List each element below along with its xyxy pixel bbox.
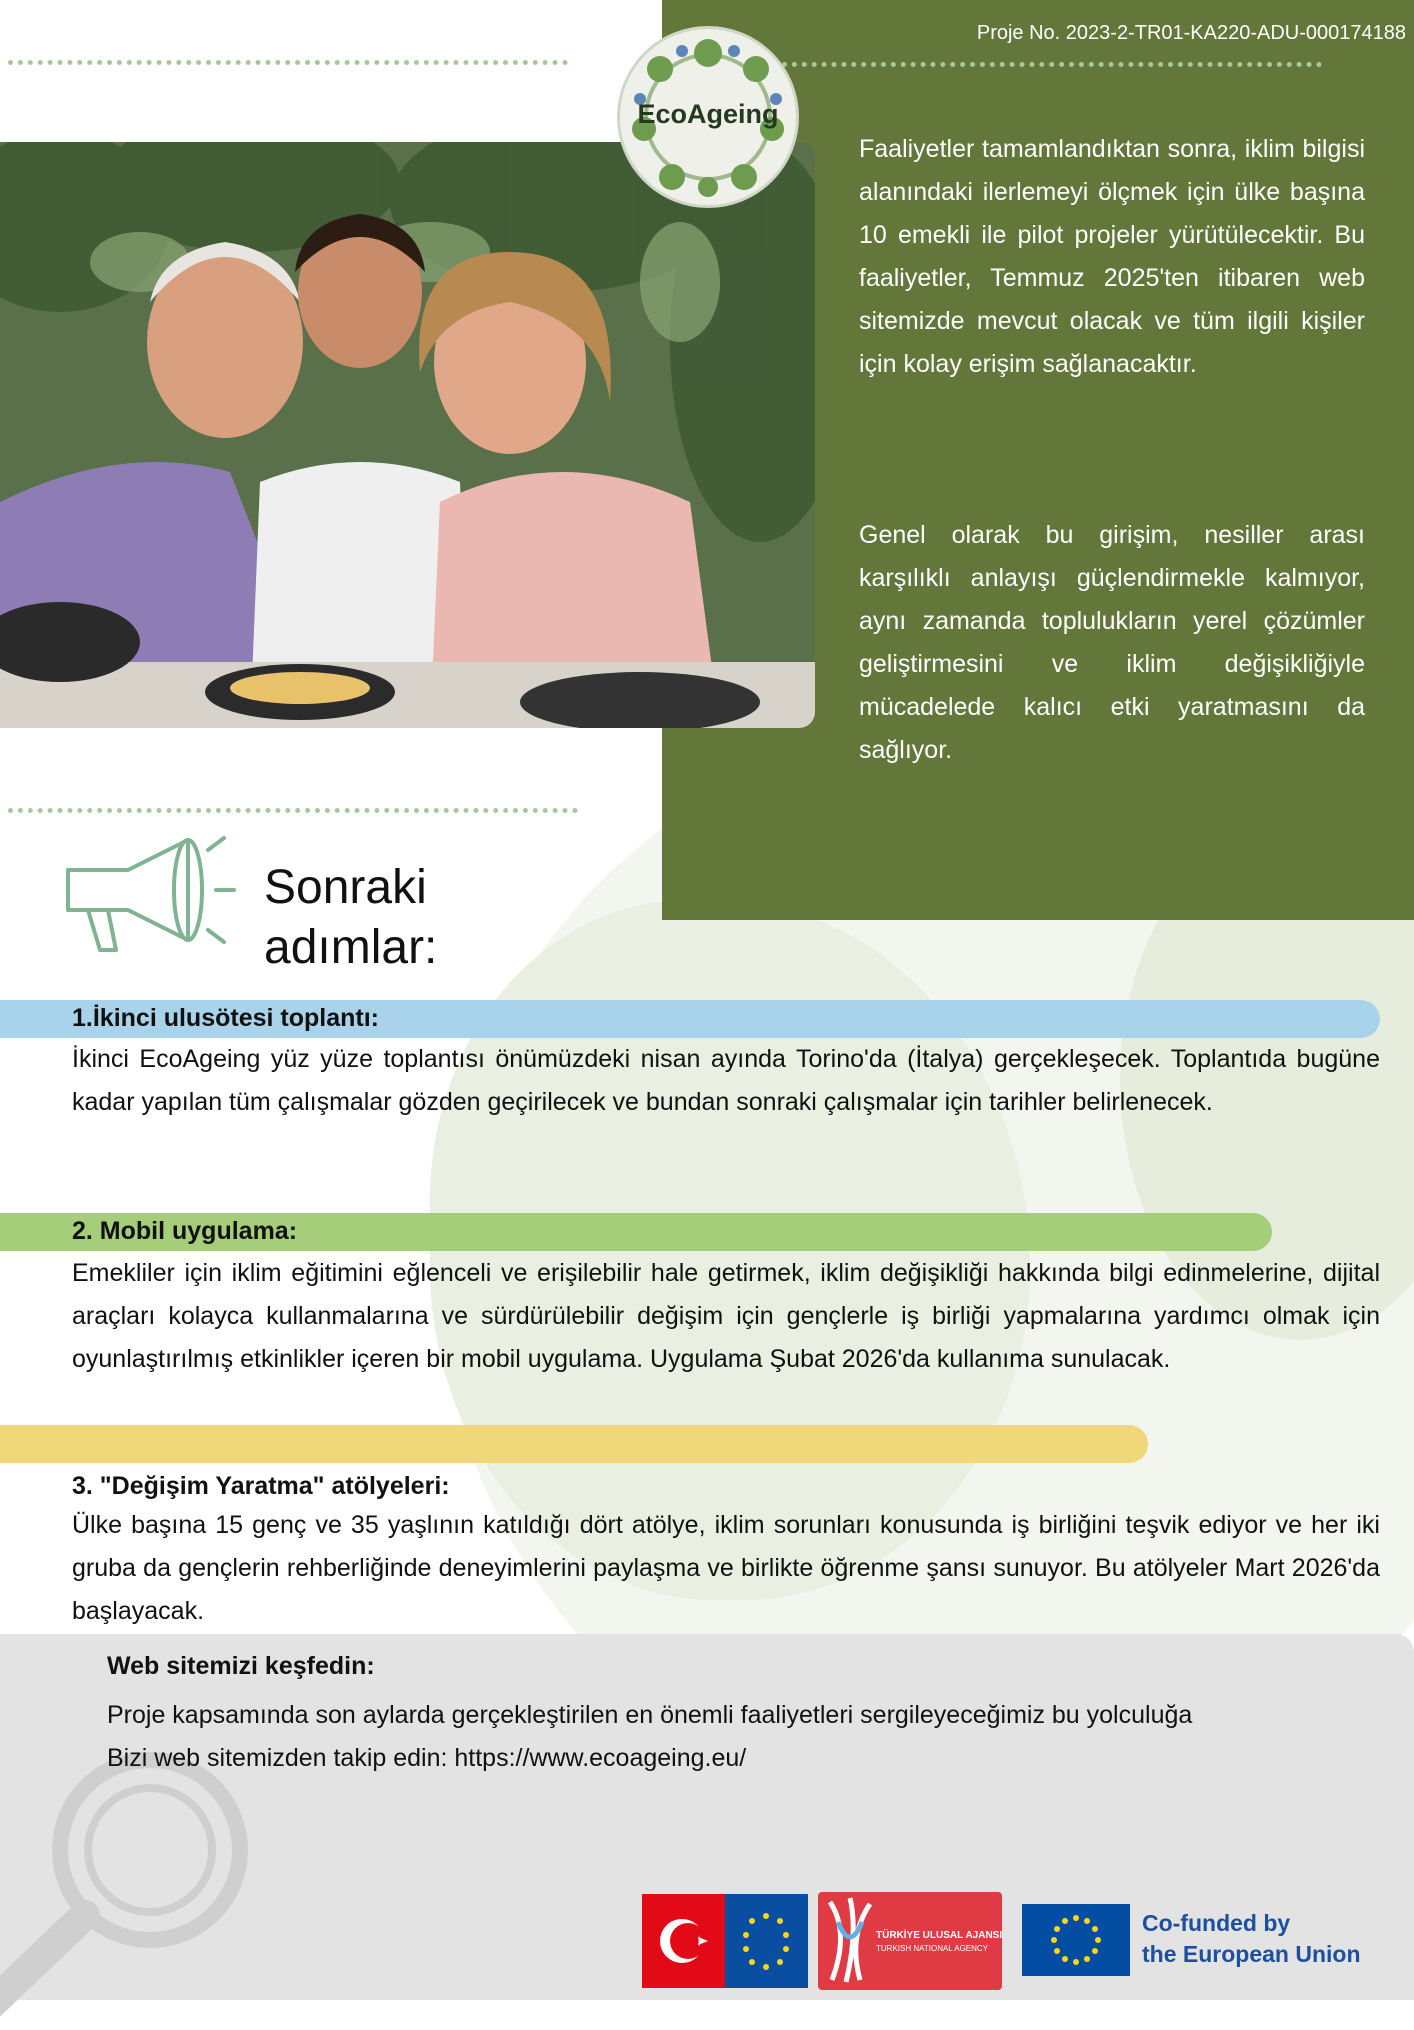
section-2-heading: 2. Mobil uygulama: (72, 1217, 298, 1245)
eu-cofunded-text (1142, 1908, 1361, 1970)
section-3-heading: 3. "Değişim Yaratma" atölyeleri: (72, 1472, 450, 1500)
turkish-national-agency-logo (818, 1892, 1002, 1990)
agency-name: TÜRKİYE ULUSAL AJANSI (876, 1930, 1003, 1941)
logo-text: EcoAgeing (637, 99, 779, 129)
eu-line-1: Co-funded by (1142, 1910, 1291, 1936)
section-2-text: Emekliler için iklim eğitimini eğlenceli ve erişilebilir hale getirmek, iklim değişikliği hakkında bilgi edinmelerine, dijital araçları kolayca kullanmalarına ve sürdürülebilir değişim için gençlerle iş birliği yapmalarına yardımcı olmak için oyunlaştırılmış etkinlikler içeren bir mobil uygulama. Uygulama Şubat 2026'da kullanıma sunulacak. (72, 1259, 1380, 1373)
eu-line-2: the European Union (1142, 1941, 1361, 1967)
website-text (107, 1694, 1192, 1780)
website-heading: Web sitemizi keşfedin: (107, 1652, 375, 1680)
dotted-divider (8, 60, 568, 65)
magnifier-icon (0, 1740, 290, 2030)
ecoageing-logo (617, 26, 799, 208)
panel-paragraph-1: Faaliyetler tamamlandıktan sonra, iklim bilgisi alanındaki ilerlemeyi ölçmek için ülke başına 10 emekli ile pilot projeler yürütülecektir. Bu faaliyetler, Temmuz 2025'ten itibaren web sitemizde mevcut olacak ve tüm ilgili kişiler için kolay erişim sağlanacaktır. (859, 135, 1365, 378)
project-number: Proje No. 2023-2-TR01-KA220-ADU-000174188 (976, 22, 1406, 44)
section-1-heading: 1.İkinci ulusötesi toplantı: (72, 1004, 379, 1032)
website-link-line[interactable]: Bizi web sitemizden takip edin: https://www.ecoageing.eu/ (107, 1744, 747, 1772)
megaphone-icon (58, 830, 238, 980)
dotted-divider (782, 62, 1322, 67)
section-3-text: Ülke başına 15 genç ve 35 yaşlının katıldığı dört atölye, iklim sorunları konusunda iş birliğini teşvik ediyor ve her iki gruba da gençlerin rehberliğinde deneyimlerini paylaşma ve birlikte öğrenme şansı sunuyor. Bu atölyeler Mart 2026'da başlayacak. (72, 1511, 1380, 1625)
eu-flag (1022, 1904, 1130, 1976)
family-photo (0, 142, 815, 728)
dotted-divider (8, 808, 578, 813)
agency-subtitle: TURKISH NATIONAL AGENCY (876, 1944, 989, 1953)
website-line-1: Proje kapsamında son aylarda gerçekleştirilen en önemli faaliyetleri sergileyeceğimiz bu yolculuğa (107, 1701, 1193, 1729)
next-steps-title: Sonraki adımlar: (264, 861, 438, 974)
turkey-eu-flag-logo (642, 1894, 808, 1988)
panel-paragraph-2: Genel olarak bu girişim, nesiller arası karşılıklı anlayışı güçlendirmekle kalmıyor, aynı zamanda toplulukların yerel çözümler geliştirmesini ve iklim değişikliğiyle mücadelede kalıcı etki yaratmasını da sağlıyor. (859, 521, 1365, 764)
section-1-text: İkinci EcoAgeing yüz yüze toplantısı önümüzdeki nisan ayında Torino'da (İtalya) gerçekleşecek. Toplantıda bugüne kadar yapılan tüm çalışmalar gözden geçirilecek ve bundan sonraki çalışmalar için tarihler belirlenecek. (72, 1045, 1380, 1116)
section-bar-yellow (0, 1425, 1148, 1463)
